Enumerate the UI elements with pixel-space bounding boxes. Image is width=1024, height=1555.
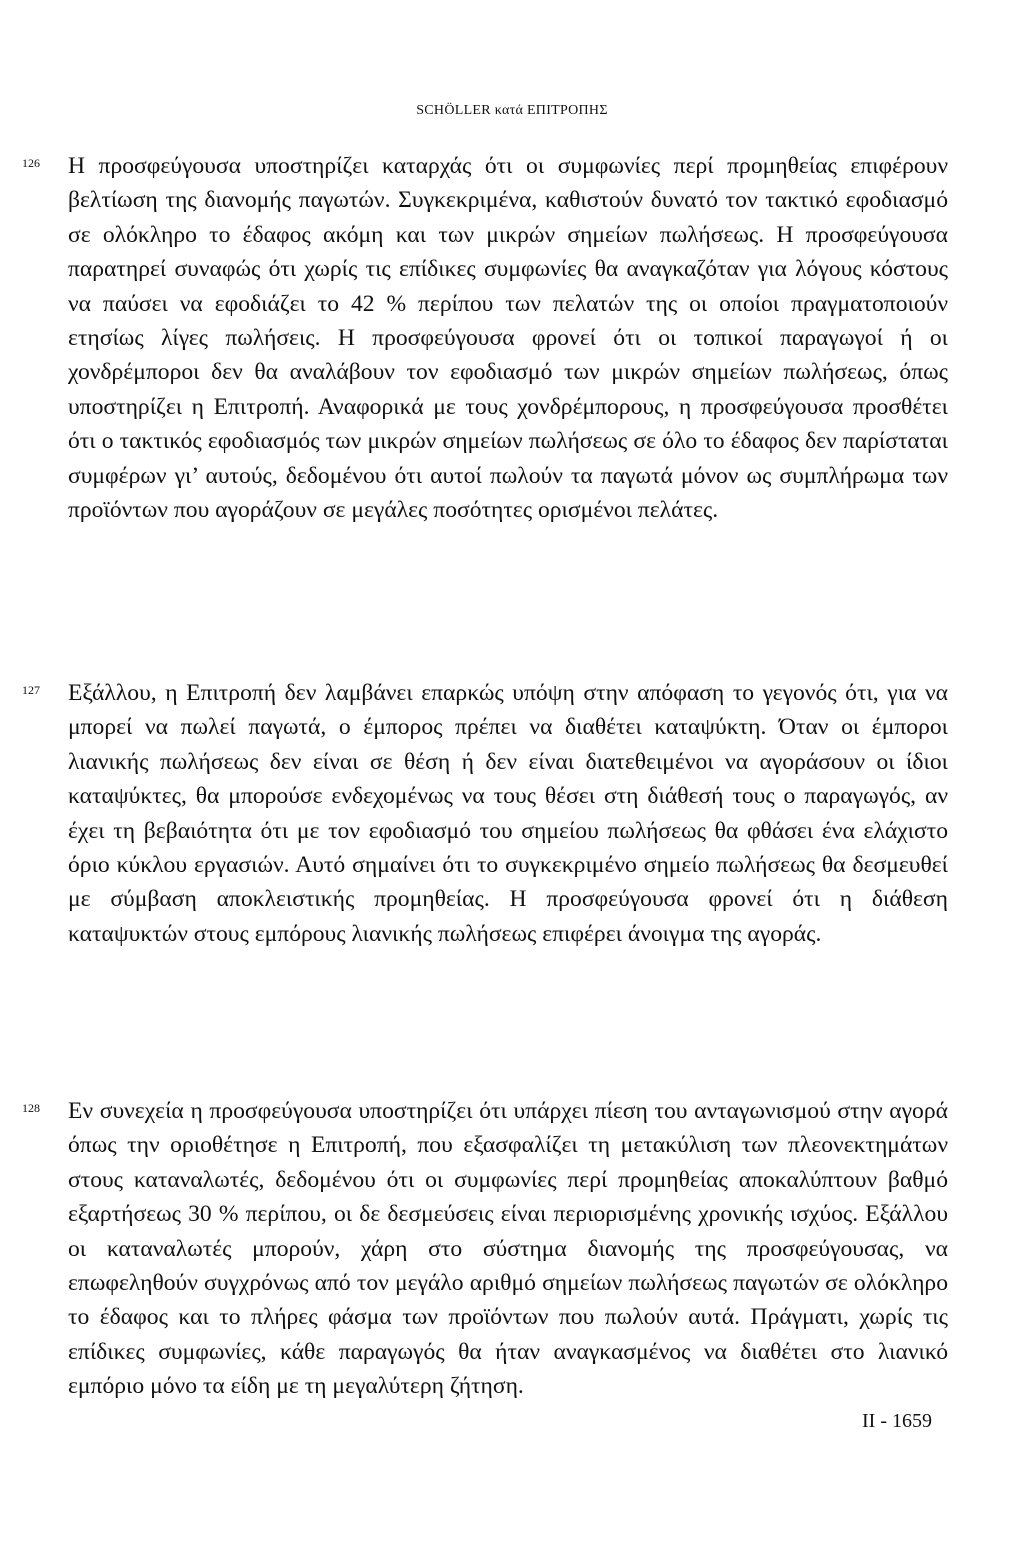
paragraph-number: 127 <box>22 683 40 697</box>
paragraph-128 <box>22 1094 948 1404</box>
paragraph-127 <box>22 676 948 951</box>
page-number: II - 1659 <box>862 1410 932 1432</box>
running-header: SCHÖLLER κατά ΕΠΙΤΡΟΠΗΣ <box>416 103 608 118</box>
paragraph-126 <box>22 149 948 527</box>
paragraph-text: Η προσφεύγουσα υποστηρίζει καταρχάς ότι οι συμφωνίες περί προμηθείας επιφέρουν βελτίωση της διανομής παγωτών. Συγκεκριμένα, καθιστούν δυνατό τον τακτικό εφοδιασμό σε ολόκληρο το έδαφος ακόμη και των μικρών σημείων πωλήσεως. Η προσφεύγουσα παρατηρεί συναφώς ότι χωρίς τις επίδικες συμφωνίες θα αναγκαζόταν για λόγους κόστους να παύσει να εφοδιάζει το 42 % περίπου των πελατών της οι οποίοι πραγματοποιούν ετησίως λίγες πωλήσεις. Η προσφεύγουσα φρονεί ότι οι τοπικοί παραγωγοί ή οι χονδρέμποροι δεν θα αναλάβουν τον εφοδιασμό των μικρών σημείων πωλήσεως, όπως υποστηρίζει η Επιτροπή. Αναφορικά με τους χονδρέμπορους, η προσφεύγουσα προσθέτει ότι ο τακτικός εφοδιασμός των μικρών σημείων πωλήσεως σε όλο το έδαφος δεν παρίσταται συμφέρων γι’ αυτούς, δεδομένου ότι αυτοί πωλούν τα παγωτά μόνον ως συμπλήρωμα των προϊόντων που αγοράζουν σε μεγάλες ποσότητες ορισμένοι πελάτες. <box>68 153 948 524</box>
paragraph-text: Εν συνεχεία η προσφεύγουσα υποστηρίζει ότι υπάρχει πίεση του ανταγωνισμού στην αγορά όπως την οριοθέτησε η Επιτροπή, που εξασφαλίζει τη μετακύλιση των πλεονεκτημάτων στους καταναλωτές, δεδομένου ότι οι συμφωνίες περί προμηθείας αποκαλύπτουν βαθμό εξαρτήσεως 30 % περίπου, οι δε δεσμεύσεις είναι περιορισμένης χρονικής ισχύος. Εξάλλου οι καταναλωτές μπορούν, χάρη στο σύστημα διανομής της προσφεύγουσας, να επωφεληθούν συγχρόνως από τον μεγάλο αριθμό σημείων πωλήσεως παγωτών σε ολόκληρο το έδαφος και το πλήρες φάσμα των προϊόντων που πωλούν αυτά. Πράγματι, χωρίς τις επίδικες συμφωνίες, κάθε παραγωγός θα ήταν αναγκασμένος να διαθέτει στο λιανικό εμπόριο μόνο τα είδη με τη μεγαλύτερη ζήτηση. <box>68 1098 948 1400</box>
paragraph-number: 128 <box>22 1101 40 1115</box>
paragraph-number: 126 <box>22 156 40 170</box>
paragraph-text: Εξάλλου, η Επιτροπή δεν λαμβάνει επαρκώς υπόψη στην απόφαση το γεγονός ότι, για να μπορεί να πωλεί παγωτά, ο έμπορος πρέπει να διαθέτει καταψύκτη. Όταν οι έμποροι λιανικής πωλήσεως δεν είναι σε θέση ή δεν είναι διατεθειμένοι να αγοράσουν οι ίδιοι καταψύκτες, θα μπορούσε ενδεχομένως να τους θέσει στη διάθεσή τους ο παραγωγός, αν έχει τη βεβαιότητα ότι με τον εφοδιασμό του σημείου πωλήσεως θα φθάσει ένα ελάχιστο όριο κύκλου εργασιών. Αυτό σημαίνει ότι το συγκεκριμένο σημείο πωλήσεως θα δεσμευθεί με σύμβαση αποκλειστικής προμηθείας. Η προσφεύγουσα φρονεί ότι η διάθεση καταψυκτών στους εμπόρους λιανικής πωλήσεως επιφέρει άνοιγμα της αγοράς. <box>68 680 948 947</box>
